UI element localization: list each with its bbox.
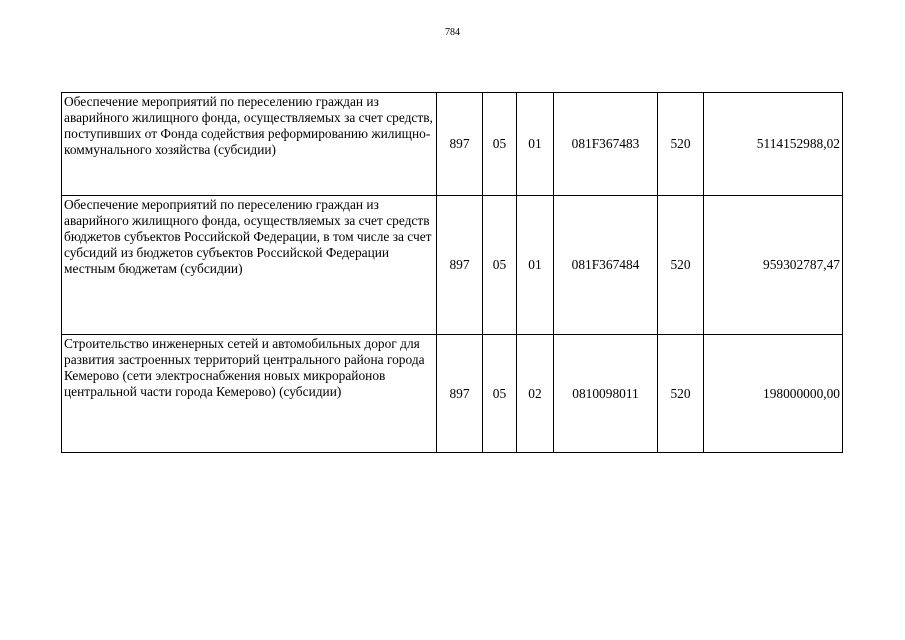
expense-type-code: 520 bbox=[658, 335, 704, 453]
amount-value: 5114152988,02 bbox=[704, 93, 843, 196]
page-number: 784 bbox=[445, 27, 460, 38]
amount-value: 198000000,00 bbox=[704, 335, 843, 453]
subsection-code: 01 bbox=[517, 93, 554, 196]
table-row bbox=[62, 196, 843, 335]
subsection-code: 02 bbox=[517, 335, 554, 453]
budget-table bbox=[61, 92, 843, 453]
section-code: 05 bbox=[483, 196, 517, 335]
section-code: 05 bbox=[483, 93, 517, 196]
expense-description: Обеспечение мероприятий по переселению граждан из аварийного жилищного фонда, осуществляемых за счет средств бюджетов субъектов Российской Федерации, в том числе за счет субсидий из бюджетов субъектов Российской Федерации местным бюджетам (субсидии) bbox=[62, 196, 437, 335]
ministry-code: 897 bbox=[437, 93, 483, 196]
table-row bbox=[62, 93, 843, 196]
subsection-code: 01 bbox=[517, 196, 554, 335]
expense-description: Обеспечение мероприятий по переселению граждан из аварийного жилищного фонда, осуществляемых за счет средств, поступивших от Фонда содействия реформированию жилищно-коммунального хозяйства (субсидии) bbox=[62, 93, 437, 196]
amount-value: 959302787,47 bbox=[704, 196, 843, 335]
target-article-code: 081F367483 bbox=[554, 93, 658, 196]
ministry-code: 897 bbox=[437, 335, 483, 453]
target-article-code: 081F367484 bbox=[554, 196, 658, 335]
expense-type-code: 520 bbox=[658, 93, 704, 196]
table-row bbox=[62, 335, 843, 453]
target-article-code: 0810098011 bbox=[554, 335, 658, 453]
ministry-code: 897 bbox=[437, 196, 483, 335]
section-code: 05 bbox=[483, 335, 517, 453]
expense-description: Строительство инженерных сетей и автомобильных дорог для развития застроенных территорий центрального района города Кемерово (сети электроснабжения новых микрорайонов центральной части города Кемерово) (субсидии) bbox=[62, 335, 437, 453]
expense-type-code: 520 bbox=[658, 196, 704, 335]
